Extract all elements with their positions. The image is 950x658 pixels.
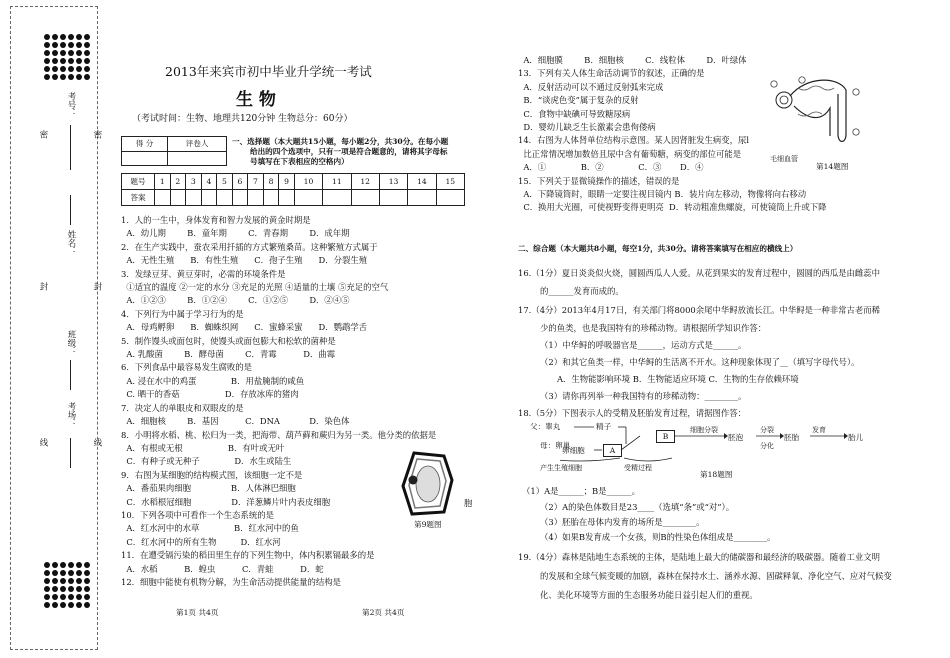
question-line: A．幼儿期 B．童年期 C．青春期 D．成年期 — [121, 228, 350, 239]
question-line: A．细胞膜 B．细胞核 C．线粒体 D．叶绿体 — [518, 55, 747, 65]
score-cell[interactable] — [122, 151, 168, 166]
answer-cell[interactable] — [408, 190, 436, 206]
fig18-b-label: B — [662, 432, 669, 441]
renal-tubule — [790, 80, 846, 141]
score-box — [121, 136, 227, 166]
seal-char-mi-right: 密 — [93, 130, 103, 139]
question-line: 11．在遭受镉污染的稻田里生存的下列生物中，体内积累镉最多的是 — [121, 550, 375, 561]
vacuole — [416, 466, 440, 502]
fig18-a-label: A — [609, 446, 616, 455]
q17-part1: （1）中华鲟的呼吸器官是______，运动方式是______。 — [540, 340, 747, 350]
question-line: C．红水河中的所有生物 D．红水河 — [121, 536, 281, 547]
q16-line1: 16.（1分）夏日炎炎似火烧，圆圆西瓜人人爱。从花到果实的发育过程中，圆圆的西瓜是由雌蕊中 — [518, 268, 881, 278]
question-line: 9．右图为某细胞的结构模式图，该细胞一定不是 — [121, 469, 303, 480]
footer-page-2: 第2页 共4页 — [362, 608, 405, 617]
question-line: 2．在生产实践中，蚕农采用扦插的方式繁殖桑苗。这种繁殖方式属于 — [121, 241, 378, 252]
question-line: A. 浸在水中的鸡蛋 B．用盐腌制的咸鱼 — [121, 375, 305, 386]
section1-line2: 给出的四个选项中，只有一项是符合题意的，请将其字母标 — [250, 147, 448, 156]
question-line: C. 晒干的香菇 D．存放冰库的猪肉 — [121, 389, 299, 400]
section1-heading: 一、选择题（本大题共15小题，每小题2分，共30分。在每小题 — [232, 137, 449, 146]
answer-cell[interactable] — [248, 190, 264, 206]
page1-questions — [121, 214, 481, 589]
q17-line2: 少的鱼类，也是我国特有的珍稀动物。请根据所学知识作答： — [540, 323, 767, 333]
answer-cell[interactable] — [294, 190, 322, 206]
figure-14-capillary-label: 毛细血管 — [770, 155, 798, 163]
question-line: 15．下列关于显微镜操作的描述，错误的是 — [518, 175, 680, 186]
capillary-network — [798, 86, 834, 90]
answer-table-answer-label: 答案 — [122, 190, 155, 206]
question-line: A．番茄果肉细胞 B．人体淋巴细胞 — [121, 483, 296, 494]
fig18-blastocyst: 胚泡 — [728, 433, 744, 442]
answer-table-number: 13 — [379, 174, 407, 190]
fig18-develop: 发育 — [812, 426, 826, 434]
question-line: A．水稻 B．蝗虫 C．青蛙 D．蛇 — [121, 563, 324, 574]
answer-cell[interactable] — [217, 190, 233, 206]
figure-9-caption: 第9题图 — [414, 520, 442, 529]
question-line: A．细胞核 B．基因 C．DNA D．染色体 — [121, 416, 350, 427]
answer-table-number: 1 — [155, 174, 171, 190]
q18-line1: 18.（5分）下图表示人的受精及胚胎发育过程，请据图作答： — [518, 408, 747, 418]
label-name: 姓名： — [67, 230, 77, 256]
q19-line1: 19.（4分）森林是陆地生态系统的主体，是陆地上最大的储碳器和最经济的吸碳器。随着工业文明 — [518, 552, 881, 562]
grader-label: 评卷人 — [168, 137, 227, 152]
question-line: 4．下列行为中属于学习行为的是 — [121, 308, 244, 319]
fig18-fertilization-label: 受精过程 — [624, 464, 652, 472]
answer-cell[interactable] — [323, 190, 351, 206]
seal-char-xian-left: 线 — [39, 438, 49, 447]
answer-table-number: 2 — [170, 174, 186, 190]
answer-table-number: 14 — [408, 174, 436, 190]
answer-table-number: 5 — [217, 174, 233, 190]
seal-char-mi-left: 密 — [39, 130, 49, 139]
question-line: 10．下列各项中可看作一个生态系统的是 — [121, 509, 275, 520]
exam-info: （考试时间：生物、地理共120分钟 生物总分：60分） — [132, 114, 353, 124]
fig18-fetus: 胎儿 — [848, 433, 864, 442]
answer-table-number: 10 — [294, 174, 322, 190]
answer-cell[interactable] — [263, 190, 279, 206]
fig18-mother: 母：卵巢 — [540, 441, 571, 450]
q16-line2: 的______发育而成的。 — [540, 286, 624, 296]
question-line: C．有种子或无种子 D．水生或陆生 — [121, 456, 292, 467]
figure-14-nephron — [768, 70, 864, 152]
answer-table-number: 6 — [232, 174, 248, 190]
question-line: ①适宜的温度 ②一定的水分 ③充足的光照 ④适量的土壤 ⑤充足的空气 — [121, 282, 389, 293]
question-line: 3．发绿豆芽、黄豆芽时，必需的环境条件是 — [121, 268, 286, 279]
answer-table-number: 12 — [351, 174, 379, 190]
answer-cell[interactable] — [201, 190, 217, 206]
q17-line1: 17.（4分）2013年4月17日，有关部门将8000余尾中华鲟放流长江。中华鲟是一种非常古老而稀 — [518, 305, 881, 315]
figure-9-cell-diagram — [400, 450, 454, 518]
question-line: 7．决定人的单眼皮和双眼皮的是 — [121, 402, 244, 413]
question-line: 5．制作馒头或面包时，使馒头或面包膨大和松软的菌种是 — [121, 335, 336, 346]
section2-heading: 二、综合题（本大题共8小题，每空1分，共30分。请将答案填写在相应的横线上） — [518, 244, 798, 253]
question-line: 14．右图为人体肾单位结构示意图。某人因肾脏发生病变，尿l — [518, 135, 750, 146]
question-line: 1．人的一生中，身体发育和智力发展的黄金时期是 — [121, 215, 311, 225]
fig18-caption: 第18题图 — [700, 470, 733, 479]
registration-dots-bottom — [44, 562, 90, 608]
figure-14-caption: 第14题图 — [816, 162, 849, 171]
binding-strip — [10, 6, 98, 650]
answer-table-number: 3 — [186, 174, 202, 190]
glomerulus — [776, 92, 792, 108]
question-line: C．食物中缺碘可导致糖尿病 — [518, 108, 631, 119]
answer-table-number: 9 — [279, 174, 295, 190]
q19-line2: 的发展和全球气候变暖的加剧，森林在保持水土、涵养水源、固碳释氧、净化空气、应对气候变 — [540, 571, 892, 581]
q18-part3: （3）胚胎在母体内发育的场所是________。 — [540, 517, 705, 527]
section1-line3: 号填写在下表相应的空格内） — [250, 157, 349, 166]
question-line: A．有根或无根 B．有叶或无叶 — [121, 442, 285, 453]
q17-part2: （2）和其它鱼类一样，中华鲟的生活离不开水。这种现象体现了__（填写字母代号）。 — [540, 357, 860, 367]
q18-part4: （4）如果B发育成一个女孩，则B的性染色体组成是________。 — [540, 532, 776, 542]
fig18-egg: 卵细胞 — [562, 446, 585, 455]
line-class — [70, 360, 71, 390]
seal-char-xian-right: 线 — [93, 438, 103, 447]
answer-cell[interactable] — [155, 190, 171, 206]
question-line: A．① B．② C．③ D．④ — [518, 162, 704, 173]
question-line: A. 乳酸菌 B．酵母菌 C．青霉 D．曲霉 — [121, 349, 336, 360]
fig18-arrows — [560, 420, 860, 470]
question-line: A．母鸡孵卵 B．蜘蛛织网 C．蜜蜂采蜜 D．鹦鹉学舌 — [121, 322, 368, 333]
q18-part2: （2）A的染色体数目是23____（选填“条”或“对”）。 — [540, 502, 735, 512]
fig18-produce-label: 产生生殖细胞 — [540, 464, 582, 472]
answer-cell[interactable] — [232, 190, 248, 206]
q18-part1: （1）A是______；B是______。 — [522, 486, 641, 496]
question-line: 8．小明将水稻、桃、松归为一类，把海带、葫芦藓和蕨归为另一类。他分类的依据是 — [121, 429, 437, 440]
question-line: A．红水河中的水草 B．红水河中的鱼 — [121, 523, 299, 534]
seal-char-feng-right: 封 — [93, 282, 103, 291]
seal-char-feng-left: 封 — [39, 282, 49, 291]
question-line: 6．下列食品中最容易发生腐败的是 — [121, 362, 252, 373]
figure-9-side-char: 胞 — [464, 498, 473, 508]
question-line: A．下降镜筒时，眼睛一定要注视目镜内 B．装片向左移动，物像将向右移动 — [518, 189, 807, 200]
fig18-sperm: 精子 — [596, 422, 612, 431]
subject-title: 生 物 — [236, 90, 276, 110]
fig18-differentiate: 分化 — [760, 442, 774, 450]
question-line: D．婴幼儿缺乏生长激素会患佝偻病 — [518, 122, 656, 133]
question-line: C．水稻根冠细胞 D．洋葱鳞片叶内表皮细胞 — [121, 496, 331, 507]
question-line: A．①②③ B．①②④ C．①②⑤ D．②④⑤ — [121, 295, 350, 306]
answer-table-number: 7 — [248, 174, 264, 190]
label-exam-number: 考号： — [67, 92, 77, 118]
answer-table-number: 4 — [201, 174, 217, 190]
fig18-cell-division: 细胞分裂 — [690, 426, 718, 434]
question-line: A．反射活动可以不通过反射弧来完成 — [518, 81, 664, 92]
question-line: B．“谈虎色变”属于复杂的反射 — [518, 95, 639, 106]
answer-cell[interactable] — [351, 190, 379, 206]
q17-part3: （3）请你再列举一种我国特有的珍稀动物：________。 — [540, 391, 747, 401]
question-line: A．无性生殖 B．有性生殖 C．孢子生殖 D．分裂生殖 — [121, 255, 368, 266]
fig18-embryo: 胚胎 — [784, 433, 800, 442]
q17-options: A．生物能影响环境 B．生物能适应环境 C．生物的生存依赖环境 — [557, 374, 799, 384]
grader-cell[interactable] — [168, 151, 227, 166]
question-line: 比正常情况增加数倍且尿中含有葡萄糖，病变的部位可能是 — [518, 148, 742, 159]
answer-table-number: 8 — [263, 174, 279, 190]
footer-page-1: 第1页 共4页 — [176, 608, 219, 617]
answer-table-number-label: 题号 — [122, 174, 155, 190]
line-exam-number — [70, 125, 71, 170]
answer-cell[interactable] — [436, 190, 464, 206]
line-exam-room — [70, 438, 71, 468]
registration-dots-top — [44, 34, 90, 80]
question-line: C．换用大光圈，可使视野变得更明亮 D．转动粗准焦螺旋，可使镜筒上升或下降 — [518, 202, 827, 213]
fig18-father: 父：睾丸 — [530, 422, 561, 431]
answer-cell[interactable] — [170, 190, 186, 206]
label-exam-room: 考场： — [67, 402, 77, 428]
answer-table — [121, 173, 465, 206]
fig18-divide: 分裂 — [760, 426, 774, 434]
exam-title: 2013年来宾市初中毕业升学统一考试 — [165, 64, 372, 79]
answer-cell[interactable] — [279, 190, 295, 206]
answer-cell[interactable] — [186, 190, 202, 206]
q19-line3: 化、美化环境等方面的生态服务功能日益引起人们的重视。 — [540, 590, 758, 600]
answer-cell[interactable] — [379, 190, 407, 206]
nucleus — [409, 476, 418, 485]
label-class: 班级： — [67, 330, 77, 356]
line-name — [70, 195, 71, 225]
score-label: 得 分 — [122, 137, 168, 152]
question-line: 13．下列有关人体生命活动调节的叙述，正确的是 — [518, 68, 705, 79]
answer-table-number: 11 — [323, 174, 351, 190]
answer-table-number: 15 — [436, 174, 464, 190]
question-line: 12．细胞中能使有机物分解，为生命活动提供能量的结构是 — [121, 576, 342, 587]
